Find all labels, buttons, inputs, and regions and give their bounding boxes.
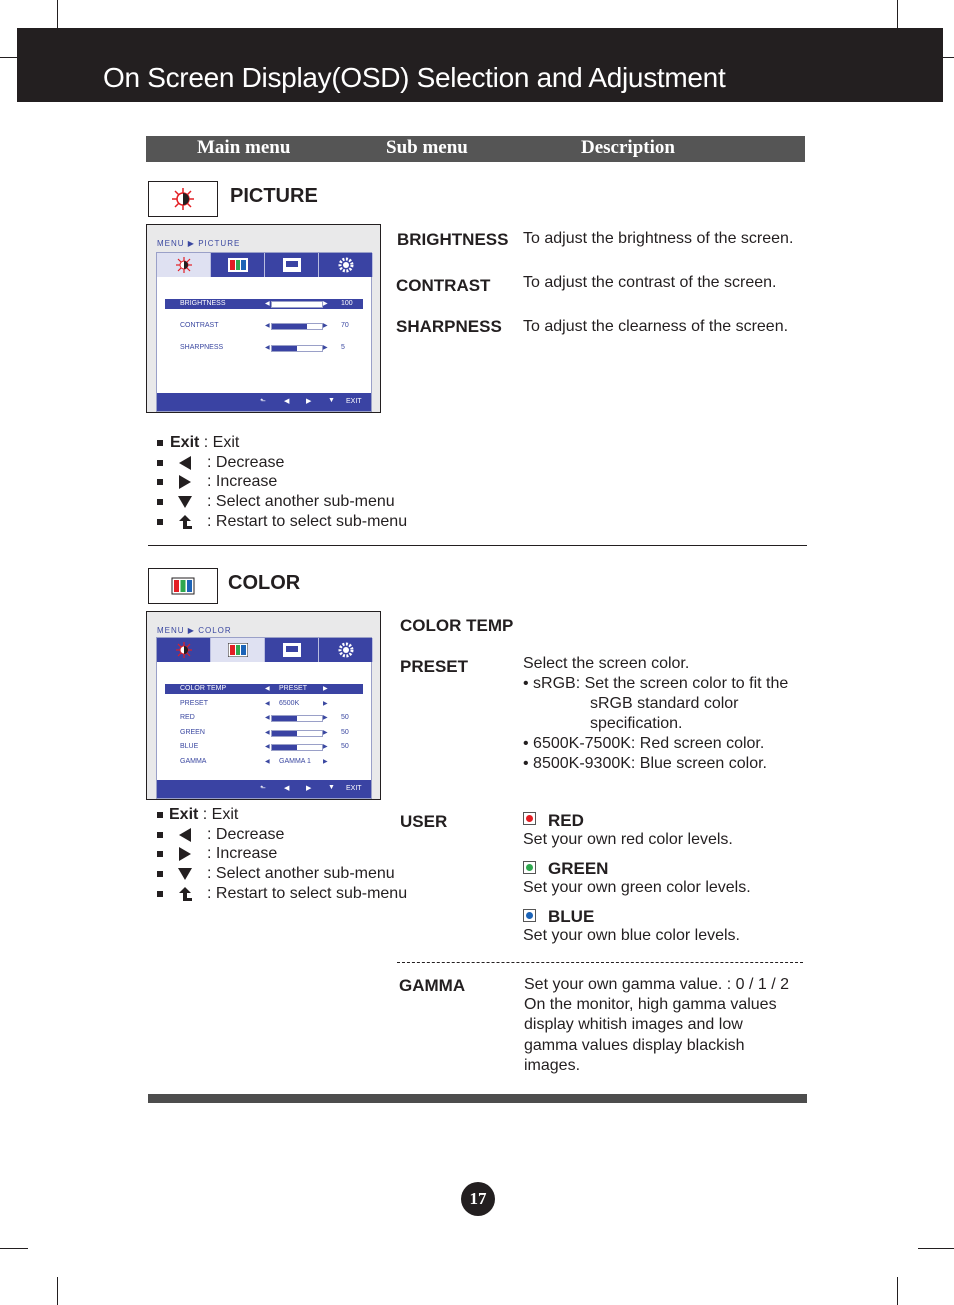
return-icon: [177, 886, 193, 902]
key-exit-text: : Exit: [199, 434, 240, 451]
picture-osd-screenshot: [146, 224, 381, 413]
right-arrow-icon[interactable]: ▶: [306, 398, 312, 405]
desc-gamma-line-1: Set your own gamma value. : 0 / 1 / 2: [524, 976, 790, 993]
desc-sharpness: To adjust the clearness of the screen.: [523, 318, 789, 335]
key-exit-label: Exit: [170, 434, 200, 451]
osd-window: [156, 252, 372, 412]
osd-tab-picture[interactable]: [157, 253, 211, 277]
sub-sharpness: SHARPNESS: [396, 317, 502, 336]
left-arrow-icon[interactable]: ◀: [284, 398, 290, 405]
osd-row-value: PRESET: [279, 685, 308, 692]
gear-icon: [337, 641, 355, 659]
desc-preset-line-6: • 8500K-9300K: Blue screen color.: [523, 755, 767, 772]
user-red-label: RED: [548, 811, 584, 830]
down-arrow-icon: [177, 866, 193, 882]
osd-tab-position[interactable]: [265, 638, 319, 662]
right-arrow-icon: [177, 474, 193, 490]
brightness-icon: [174, 640, 194, 660]
brightness-icon: [149, 182, 217, 216]
key-exit-label: Exit: [169, 806, 199, 823]
key-increase-text: : Increase: [207, 473, 278, 491]
section-end-bar: [148, 1094, 807, 1103]
desc-contrast: To adjust the contrast of the screen.: [523, 274, 777, 291]
osd-row-value: 6500K: [279, 699, 300, 707]
osd-row[interactable]: [165, 321, 363, 331]
left-arrow-icon[interactable]: ◀: [265, 700, 270, 707]
osd-row-value: 50: [341, 743, 349, 750]
osd-tab-setup[interactable]: [319, 638, 373, 662]
crop-mark: [57, 1277, 58, 1305]
desc-preset-line-3: sRGB standard color: [590, 695, 739, 712]
osd-crumb-page: COLOR: [198, 626, 232, 635]
crop-mark: [897, 0, 898, 30]
crop-mark: [0, 57, 18, 58]
osd-row[interactable]: [165, 728, 363, 738]
desc-preset-line-1: Select the screen color.: [523, 655, 690, 672]
key-select-text: : Select another sub-menu: [207, 865, 395, 883]
color-menu-icon-box: [148, 568, 218, 604]
left-arrow-icon: [177, 455, 193, 471]
user-blue-label: BLUE: [548, 907, 595, 926]
right-arrow-icon[interactable]: ▶: [306, 785, 312, 792]
desc-gamma-line-2: On the monitor, high gamma values: [524, 996, 777, 1013]
sub-color-temp: COLOR TEMP: [400, 616, 514, 635]
osd-slider-fill: [272, 346, 297, 351]
osd-row[interactable]: [165, 299, 363, 309]
right-arrow-icon[interactable]: ▶: [323, 686, 328, 692]
osd-tab-color[interactable]: [211, 253, 265, 277]
osd-window: [156, 637, 372, 799]
osd-tab-position[interactable]: [265, 253, 319, 277]
down-arrow-icon[interactable]: ▼: [328, 784, 335, 791]
osd-slider[interactable]: [271, 744, 323, 751]
right-arrow-icon: [177, 846, 193, 862]
osd-slider[interactable]: [271, 323, 323, 330]
key-row-exit: [157, 805, 417, 825]
crop-mark: [897, 1277, 898, 1305]
page-title: On Screen Display(OSD) Selection and Adjustment: [103, 62, 726, 93]
osd-tab-bar: [157, 638, 373, 662]
color-bars-icon: [228, 643, 248, 657]
color-section-title: COLOR: [228, 572, 301, 594]
osd-row-value: 70: [341, 322, 349, 329]
osd-row-label: GAMMA: [180, 757, 207, 765]
osd-row-label: BLUE: [180, 743, 199, 750]
osd-tab-picture[interactable]: [157, 638, 211, 662]
osd-tab-bar: [157, 253, 373, 277]
left-arrow-icon[interactable]: ◀: [284, 785, 290, 792]
osd-row-label: PRESET: [180, 699, 209, 707]
user-green-desc: Set your own green color levels.: [523, 879, 751, 896]
key-restart-text: : Restart to select sub-menu: [207, 512, 408, 530]
osd-row-label: CONTRAST: [180, 322, 219, 329]
desc-brightness: To adjust the brightness of the screen.: [523, 230, 794, 247]
chevron-right-icon: ▶: [187, 239, 195, 248]
key-row-select: [157, 864, 417, 884]
osd-row-label: COLOR TEMP: [180, 685, 227, 692]
osd-row-label: SHARPNESS: [180, 344, 224, 351]
desc-gamma-line-3: display whitish images and low: [524, 1016, 743, 1033]
green-swatch-icon: [523, 861, 536, 874]
osd-row-value: 100: [341, 300, 353, 307]
right-arrow-icon[interactable]: ▶: [323, 301, 328, 307]
left-arrow-icon[interactable]: ◀: [265, 323, 270, 329]
osd-row-value: 50: [341, 714, 349, 721]
left-arrow-icon[interactable]: ◀: [265, 301, 270, 307]
osd-crumb-menu: MENU: [157, 626, 185, 635]
picture-menu-icon-box: [148, 181, 218, 217]
osd-row-label: GREEN: [180, 728, 205, 736]
osd-tab-setup[interactable]: [319, 253, 373, 277]
osd-slider[interactable]: [271, 345, 323, 352]
osd-row-value: GAMMA 1: [279, 757, 311, 765]
osd-slider[interactable]: [271, 301, 323, 308]
return-icon[interactable]: ⬑: [260, 785, 266, 792]
key-row-select: [157, 492, 417, 512]
osd-row-value: 5: [341, 344, 345, 351]
left-arrow-icon[interactable]: ◀: [265, 715, 270, 721]
monitor-position-icon: [283, 643, 301, 657]
left-arrow-icon[interactable]: ◀: [265, 686, 270, 692]
desc-gamma-line-5: images.: [524, 1057, 581, 1074]
osd-row[interactable]: [165, 757, 363, 767]
brightness-icon: [174, 255, 194, 275]
color-bars-icon: [149, 569, 217, 603]
key-row-exit: [157, 433, 417, 453]
osd-slider-fill: [272, 731, 297, 736]
crop-mark: [0, 1248, 28, 1249]
desc-preset-line-2: • sRGB: Set the screen color to fit the: [523, 675, 789, 692]
osd-slider-fill: [272, 716, 297, 721]
sub-contrast: CONTRAST: [396, 276, 491, 295]
return-icon: [177, 514, 193, 530]
osd-row[interactable]: [165, 742, 363, 752]
right-arrow-icon[interactable]: ▶: [323, 345, 328, 351]
left-arrow-icon[interactable]: ◀: [265, 729, 270, 736]
osd-row-value: 50: [341, 728, 349, 736]
color-key-legend: [157, 805, 417, 903]
key-row-decrease: [157, 453, 417, 473]
key-exit-text: : Exit: [198, 806, 239, 823]
key-row-restart: [157, 512, 417, 532]
sub-user: USER: [400, 812, 448, 831]
user-red-desc: Set your own red color levels.: [523, 831, 733, 848]
osd-slider[interactable]: [271, 715, 323, 722]
key-row-restart: [157, 884, 417, 904]
user-green-label: GREEN: [548, 859, 609, 878]
page-number: 17: [461, 1182, 495, 1216]
osd-footer-bar: [157, 780, 371, 798]
osd-row-label: BRIGHTNESS: [180, 300, 226, 307]
chevron-right-icon: ▶: [187, 626, 195, 635]
column-main-menu: Main menu: [197, 137, 291, 158]
osd-row[interactable]: [165, 343, 363, 353]
section-divider: [148, 545, 807, 546]
osd-footer-bar: [157, 393, 371, 411]
key-row-decrease: [157, 825, 417, 845]
crop-mark: [57, 0, 58, 30]
right-arrow-icon[interactable]: ▶: [323, 758, 328, 765]
osd-crumb-page: PICTURE: [198, 239, 241, 248]
key-restart-text: : Restart to select sub-menu: [207, 884, 408, 902]
desc-gamma-line-4: gamma values display blackish: [524, 1037, 745, 1054]
color-bars-icon: [228, 258, 248, 272]
color-osd-screenshot: [146, 611, 381, 800]
key-select-text: : Select another sub-menu: [207, 493, 395, 511]
key-row-increase: [157, 844, 417, 864]
key-decrease-text: : Decrease: [207, 825, 285, 843]
picture-section-title: PICTURE: [230, 185, 318, 207]
blue-swatch-icon: [523, 909, 536, 922]
right-arrow-icon[interactable]: ▶: [323, 729, 328, 736]
user-blue-desc: Set your own blue color levels.: [523, 927, 740, 944]
column-description: Description: [581, 137, 675, 158]
down-arrow-icon: [177, 494, 193, 510]
osd-exit-button[interactable]: EXIT: [346, 785, 362, 792]
right-arrow-icon[interactable]: ▶: [323, 715, 328, 721]
osd-row[interactable]: [165, 684, 363, 694]
key-increase-text: : Increase: [207, 845, 278, 863]
sub-gamma: GAMMA: [399, 976, 466, 995]
osd-slider-fill: [272, 745, 297, 750]
osd-row[interactable]: [165, 713, 363, 723]
osd-slider[interactable]: [271, 730, 323, 737]
sub-preset: PRESET: [400, 657, 469, 676]
right-arrow-icon[interactable]: ▶: [323, 700, 328, 707]
dashed-divider: [397, 962, 803, 963]
osd-tab-color[interactable]: [211, 638, 265, 662]
osd-exit-button[interactable]: EXIT: [346, 398, 362, 405]
return-icon[interactable]: ⬑: [260, 398, 266, 405]
right-arrow-icon[interactable]: ▶: [323, 323, 328, 329]
osd-row[interactable]: [165, 699, 363, 709]
key-decrease-text: : Decrease: [207, 453, 285, 471]
desc-preset-line-4: specification.: [590, 715, 683, 732]
gear-icon: [337, 256, 355, 274]
desc-preset-line-5: • 6500K-7500K: Red screen color.: [523, 735, 765, 752]
osd-slider-fill: [272, 324, 307, 329]
osd-row-label: RED: [180, 714, 195, 721]
column-sub-menu: Sub menu: [386, 137, 468, 158]
crop-mark: [918, 1248, 954, 1249]
red-swatch-icon: [523, 812, 536, 825]
right-arrow-icon[interactable]: ▶: [323, 744, 328, 750]
left-arrow-icon: [177, 827, 193, 843]
left-arrow-icon[interactable]: ◀: [265, 345, 270, 351]
left-arrow-icon[interactable]: ◀: [265, 744, 270, 750]
monitor-position-icon: [283, 258, 301, 272]
key-row-increase: [157, 472, 417, 492]
down-arrow-icon[interactable]: ▼: [328, 397, 335, 404]
picture-key-legend: [157, 433, 417, 531]
left-arrow-icon[interactable]: ◀: [265, 758, 270, 765]
osd-slider-fill: [272, 302, 322, 307]
osd-crumb-menu: MENU: [157, 239, 185, 248]
sub-brightness: BRIGHTNESS: [397, 230, 509, 249]
